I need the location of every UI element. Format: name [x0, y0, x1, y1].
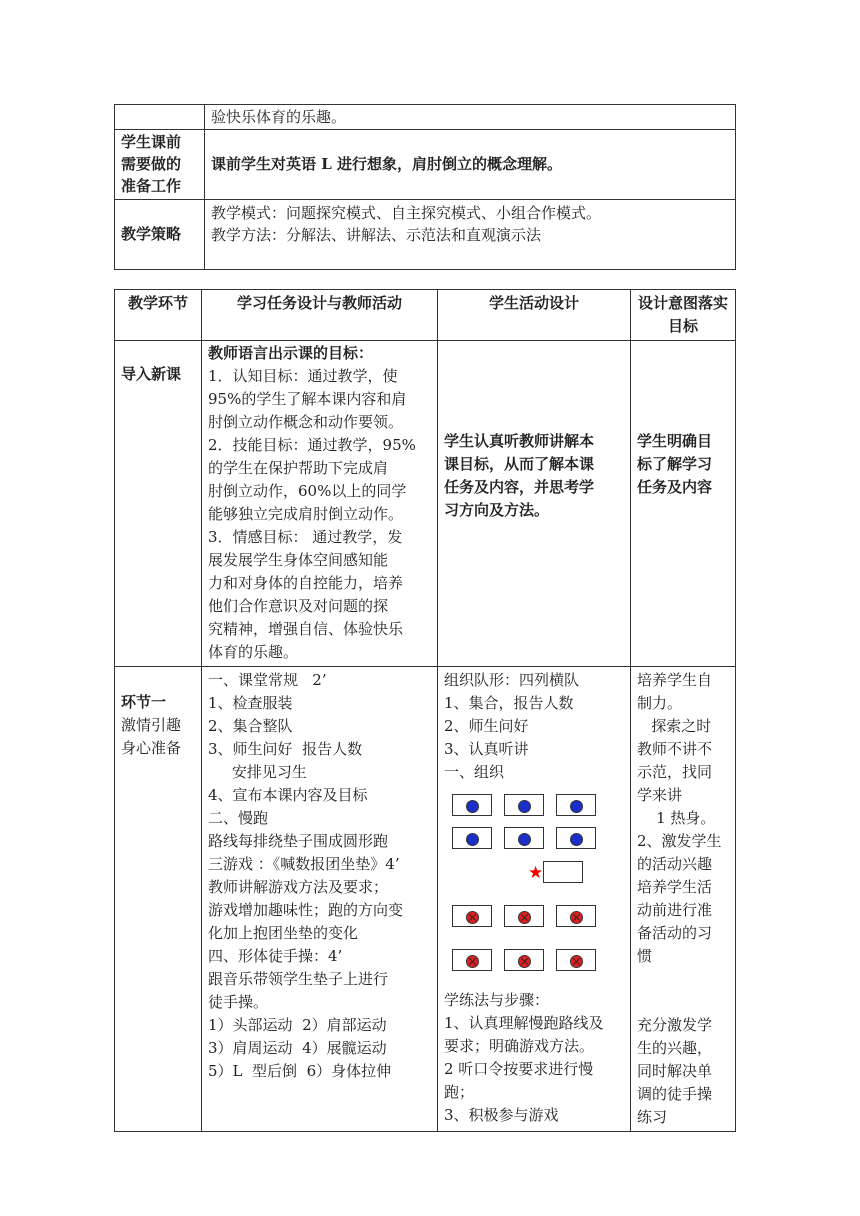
intro-line: 展发展学生身体空间感知能 — [208, 551, 389, 569]
intro-line: 3．情感目标： 通过教学，发 — [208, 528, 403, 546]
stage1-intent — [631, 667, 736, 1132]
mat — [504, 794, 544, 816]
student-blue-icon — [466, 833, 479, 846]
stage1-intent-line: 制力。 — [637, 694, 683, 712]
stage1-teacher-line: 游戏增加趣味性；跑的方向变 — [208, 901, 404, 919]
stage1-teacher-line: 一、课堂常规 2’ — [208, 671, 327, 689]
stage1-intent-line: 惯 — [637, 947, 653, 965]
stage1-intent-line: 动前进行准 — [637, 901, 713, 919]
intro-line: 体育的乐趣。 — [208, 643, 299, 661]
stage1-teacher-line: 5）L 型后倒 6）身体拉伸 — [208, 1062, 392, 1080]
stage1-teacher-line: 化加上抱团坐垫的变化 — [208, 924, 359, 942]
intro-intent-line: 学生明确目 — [637, 432, 713, 450]
intro-intent-line: 任务及内容 — [637, 478, 713, 496]
stage1-student-line: 要求；明确游戏方法。 — [444, 1037, 595, 1055]
mat — [504, 827, 544, 849]
intro-student — [438, 341, 631, 667]
red-star-icon: ★ — [528, 863, 544, 883]
stage1-intent-line: 2、激发学生 — [637, 832, 722, 850]
stage1-intent-line: 同时解决单 — [637, 1062, 713, 1080]
stage1-intent-line: 教师不讲不 — [637, 740, 713, 758]
header-student: 学生活动设计 — [438, 290, 631, 341]
stage1-student-line: 组织队形：四列横队 — [444, 671, 580, 689]
header-stage: 教学环节 — [115, 290, 202, 341]
stage1-intent-line: 探索之时 — [637, 717, 712, 735]
stage1-student-line: 学练法与步骤： — [444, 991, 550, 1009]
stage1-intent-line: 学来讲 — [637, 786, 683, 804]
stage1-teacher-line: 路线每排绕垫子围成圆形跑 — [208, 832, 389, 850]
stage1-intent-line: 培养学生活 — [637, 878, 713, 896]
mat — [452, 794, 492, 816]
intro-student-line: 学生认真听教师讲解本 — [444, 432, 595, 450]
stage1-teacher-line: 3、师生问好 报告人数 — [208, 740, 363, 758]
strategy-content — [205, 200, 736, 270]
student-red-icon — [570, 955, 583, 968]
stage1-title: 环节一 — [121, 693, 167, 711]
mat — [556, 949, 596, 971]
row1-content: 验快乐体育的乐趣。 — [205, 105, 736, 130]
intro-student-line: 任务及内容，并思考学 — [444, 478, 595, 496]
stage1-subtitle: 激情引趣 — [121, 716, 182, 734]
intro-line: 1．认知目标：通过教学，使 — [208, 367, 398, 385]
mat — [504, 905, 544, 927]
teacher-mat — [543, 861, 583, 883]
stage1-student-line: 1、认真理解慢跑路线及 — [444, 1014, 604, 1032]
lesson-table — [114, 289, 736, 1132]
mat — [556, 794, 596, 816]
stage1-teacher-line: 3）肩周运动 4）展髋运动 — [208, 1039, 387, 1057]
mat — [556, 905, 596, 927]
stage1-intent-line: 培养学生自 — [637, 671, 713, 689]
intro-student-line: 课目标，从而了解本课 — [444, 455, 595, 473]
prep-label-line: 准备工作 — [121, 177, 182, 195]
intro-line: 究精神，增强自信、体验快乐 — [208, 620, 404, 638]
stage1-intent-line: 调的徒手操 — [637, 1085, 713, 1103]
intro-stage: 导入新课 — [115, 341, 202, 667]
stage1-student-line: 3、认真听讲 — [444, 740, 529, 758]
stage1-teacher-line: 四、形体徒手操：4’ — [208, 947, 343, 965]
stage1-cell — [115, 667, 202, 1132]
stage1-teacher-line: 1）头部运动 2）肩部运动 — [208, 1016, 387, 1034]
student-red-icon — [570, 911, 583, 924]
stage1-teacher-line: 徒手操。 — [208, 993, 269, 1011]
intro-line: 肘倒立动作概念和动作要领。 — [208, 413, 404, 431]
mat — [452, 905, 492, 927]
stage1-student-line: 跑； — [444, 1083, 475, 1101]
intro-line: 他们合作意识及对问题的探 — [208, 597, 389, 615]
stage1-teacher-line: 教师讲解游戏方法及要求； — [208, 878, 389, 896]
stage1-intent-line: 生的兴趣， — [637, 1039, 713, 1057]
strategy-mode: 教学模式：问题探究模式、自主探究模式、小组合作模式。 — [211, 204, 602, 222]
stage1-teacher-line: 1、检查服装 — [208, 694, 293, 712]
stage1-intent-line: 的活动兴趣 — [637, 855, 713, 873]
stage1-student-line: 3、积极参与游戏 — [444, 1106, 559, 1124]
intro-intent — [631, 341, 736, 667]
stage1-intent-line: 示范，找同 — [637, 763, 713, 781]
stage1-intent-line: 备活动的习 — [637, 924, 713, 942]
student-red-icon — [518, 911, 531, 924]
intro-student-line: 习方向及方法。 — [444, 501, 550, 519]
prep-label-line: 需要做的 — [121, 155, 182, 173]
strategy-method: 教学方法：分解法、讲解法、示范法和直观演示法 — [211, 226, 542, 244]
student-blue-icon — [466, 800, 479, 813]
intro-intent-line: 标了解学习 — [637, 455, 713, 473]
stage1-subtitle: 身心准备 — [121, 739, 182, 757]
intent-spacer — [637, 968, 729, 1014]
student-red-icon — [466, 955, 479, 968]
mat — [504, 949, 544, 971]
intro-line: 能够独立完成肩肘倒立动作。 — [208, 505, 404, 523]
intro-line: 2．技能目标：通过教学，95% — [208, 436, 416, 454]
stage1-teacher-line: 4、宣布本课内容及目标 — [208, 786, 368, 804]
intro-line: 的学生在保护帮助下完成肩 — [208, 459, 389, 477]
prep-label — [115, 130, 205, 200]
stage1-student-line: 1、集合，报告人数 — [444, 694, 574, 712]
stage1-intent-line: 1 热身。 — [637, 809, 716, 827]
formation-diagram — [444, 784, 624, 989]
stage1-teacher-line: 三游戏 ：《喊数报团坐垫》4’ — [208, 855, 400, 873]
mat — [556, 827, 596, 849]
student-blue-icon — [518, 833, 531, 846]
student-blue-icon — [570, 833, 583, 846]
info-table — [114, 104, 736, 270]
stage1-intent-line: 充分激发学 — [637, 1016, 713, 1034]
stage1-teacher-line: 跟音乐带领学生垫子上进行 — [208, 970, 389, 988]
stage1-teacher-line: 安排见习生 — [208, 763, 307, 781]
stage1-intent-line: 练习 — [637, 1108, 668, 1126]
intro-teacher-title: 教师语言出示课的目标： — [208, 344, 374, 362]
intro-line: 肘倒立动作，60%以上的同学 — [208, 482, 407, 500]
prep-label-line: 学生课前 — [121, 133, 182, 151]
student-red-icon — [466, 911, 479, 924]
header-intent: 设计意图落实目标 — [631, 290, 736, 341]
mat — [452, 827, 492, 849]
stage1-student — [438, 667, 631, 1132]
student-blue-icon — [518, 800, 531, 813]
intro-line: 95%的学生了解本课内容和肩 — [208, 390, 407, 408]
stage1-student-line: 2、师生问好 — [444, 717, 529, 735]
stage1-student-line: 一、组织 — [444, 763, 505, 781]
mat — [452, 949, 492, 971]
student-blue-icon — [570, 800, 583, 813]
intro-teacher — [202, 341, 438, 667]
student-red-icon — [518, 955, 531, 968]
stage1-teacher-line: 二、慢跑 — [208, 809, 269, 827]
prep-content: 课前学生对英语 L 进行想象，肩肘倒立的概念理解。 — [205, 130, 736, 200]
intro-line: 力和对身体的自控能力，培养 — [208, 574, 404, 592]
stage1-student-line: 2 听口令按要求进行慢 — [444, 1060, 594, 1078]
strategy-label: 教学策略 — [115, 200, 205, 270]
stage1-teacher-line: 2、集合整队 — [208, 717, 293, 735]
header-teacher: 学习任务设计与教师活动 — [202, 290, 438, 341]
stage1-teacher — [202, 667, 438, 1132]
row1-label — [115, 105, 205, 130]
